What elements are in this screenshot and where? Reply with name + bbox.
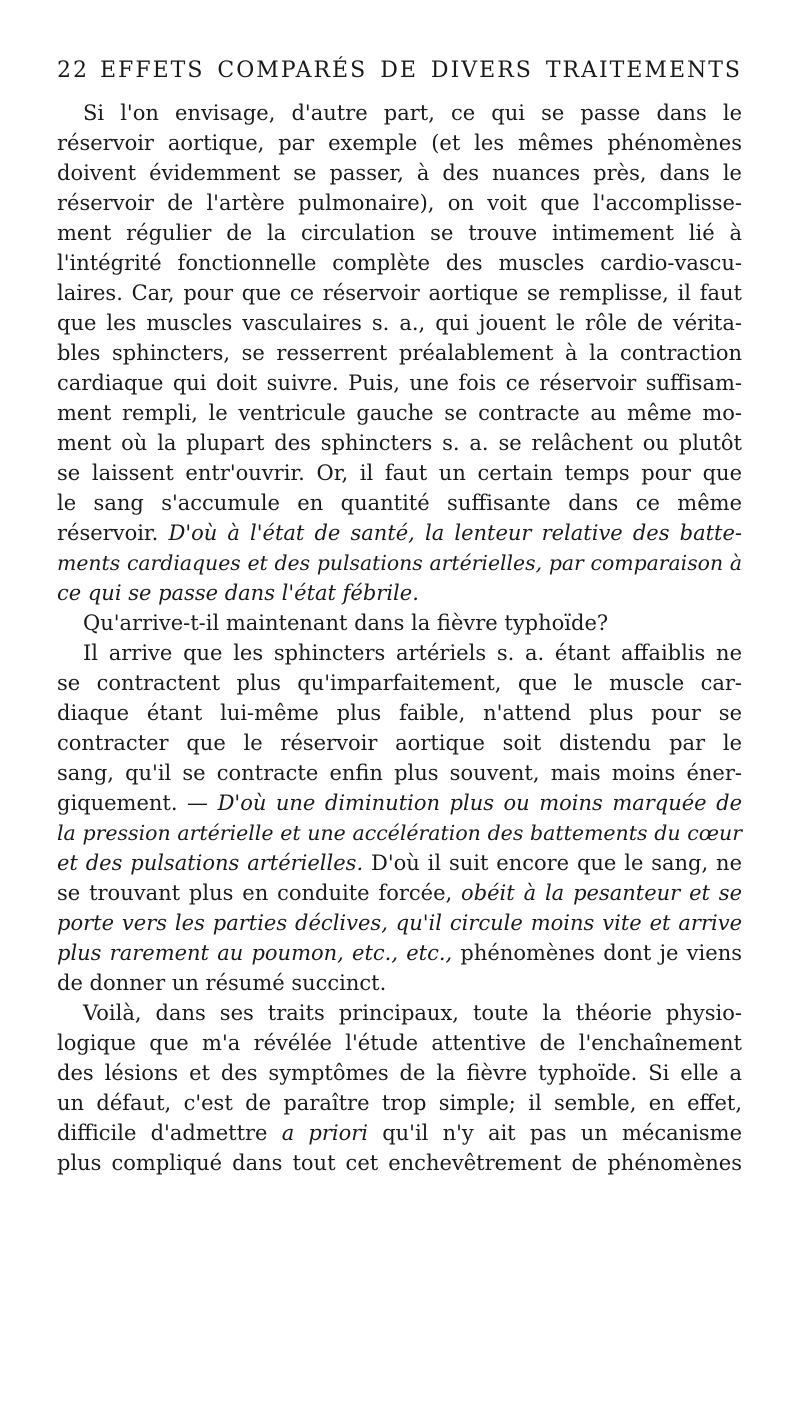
text-line: ment rempli, le ventricule gauche se contracte au même mo-: [57, 401, 742, 425]
text-line: de donner un résumé succinct.: [57, 971, 387, 995]
text-line: Qu'arrive-t-il maintenant dans la fièvre typhoïde?: [83, 611, 609, 635]
italic-passage: porte vers les parties déclives, qu'il circule moins vite et arrive: [57, 911, 742, 935]
text-line: et des pulsations artérielles. D'où il suit encore que le sang, ne: [57, 851, 742, 875]
text-line: Si l'on envisage, d'autre part, ce qui se passe dans le: [83, 101, 742, 125]
text-line: plus compliqué dans tout cet enchevêtrement de phénomènes: [57, 1151, 742, 1175]
text-line: [57, 548, 742, 578]
text-line: [57, 908, 742, 938]
text-line: l'intégrité fonctionnelle complète des muscles cardio-vascu-: [57, 251, 742, 275]
text-line: bles sphincters, se resserrent préalablement à la contraction: [57, 341, 742, 365]
text-line: giquement. — D'où une diminution plus ou moins marquée de: [57, 791, 742, 815]
text-line: se trouvant plus en conduite forcée, obéit à la pesanteur et se: [57, 881, 743, 905]
text-line: un défaut, c'est de paraître trop simple; il semble, en effet,: [57, 1091, 742, 1115]
text-line: réservoir aortique, par exemple (et les mêmes phénomènes: [57, 131, 742, 155]
text-line: [57, 818, 742, 848]
text-line: sang, qu'il se contracte enfin plus souvent, mais moins éner-: [57, 761, 742, 785]
italic-passage: la pression artérielle et une accélération des battements du cœur: [57, 821, 742, 845]
text-line: réservoir. D'où à l'état de santé, la lenteur relative des batte-: [57, 521, 743, 545]
text-line: logique que m'a révélée l'étude attentive de l'enchaînement: [57, 1031, 742, 1055]
text-line: cardiaque qui doit suivre. Puis, une fois ce réservoir suffisam-: [57, 371, 742, 395]
text-line: des lésions et des symptômes de la fièvre typhoïde. Si elle a: [57, 1061, 742, 1085]
chapter-title: EFFETS COMPARÉS DE DIVERS TRAITEMENTS: [100, 58, 742, 83]
text-line: laires. Car, pour que ce réservoir aortique se remplisse, il faut: [57, 281, 742, 305]
text-line: ment où la plupart des sphincters s. a. se relâchent ou plutôt: [57, 431, 742, 455]
text-line: se laissent entr'ouvrir. Or, il faut un certain temps pour que: [57, 461, 742, 485]
text-line: Il arrive que les sphincters artériels s. a. étant affaiblis ne: [83, 641, 742, 665]
text-line: contracter que le réservoir aortique soit distendu par le: [57, 731, 742, 755]
text-line: Voilà, dans ses traits principaux, toute la théorie physio-: [83, 1001, 742, 1025]
italic-passage: obéit à la pesanteur et se: [461, 881, 743, 905]
text-line: difficile d'admettre a priori qu'il n'y ait pas un mécanisme: [57, 1121, 742, 1145]
italic-passage: plus rarement au poumon, etc., etc.,: [57, 941, 453, 965]
italic-passage: D'où à l'état de santé, la lenteur relative des batte-: [168, 521, 743, 545]
page-number: 22: [57, 58, 89, 83]
italic-passage: ments cardiaques et des pulsations artérielles, par comparaison à: [57, 551, 742, 575]
text-line: se contractent plus qu'imparfaitement, que le muscle car-: [57, 671, 742, 695]
text-line: plus rarement au poumon, etc., etc., phénomènes dont je viens: [57, 941, 742, 965]
text-line: réservoir de l'artère pulmonaire), on voit que l'accomplisse-: [57, 191, 742, 215]
text-line: diaque étant lui-même plus faible, n'attend plus pour se: [57, 701, 742, 725]
text-line: doivent évidemment se passer, à des nuances près, dans le: [57, 161, 742, 185]
text-line: ment régulier de la circulation se trouve intimement lié à: [57, 221, 742, 245]
italic-passage: ce qui se passe dans l'état fébrile.: [57, 581, 419, 605]
italic-passage: a priori: [281, 1121, 369, 1145]
text-line: que les muscles vasculaires s. a., qui jouent le rôle de vérita-: [57, 311, 742, 335]
text-line: le sang s'accumule en quantité suffisante dans ce même: [57, 491, 742, 515]
text-line: [57, 578, 419, 608]
italic-passage: D'où une diminution plus ou moins marquée de: [217, 791, 742, 815]
italic-passage: et des pulsations artérielles.: [57, 851, 364, 875]
